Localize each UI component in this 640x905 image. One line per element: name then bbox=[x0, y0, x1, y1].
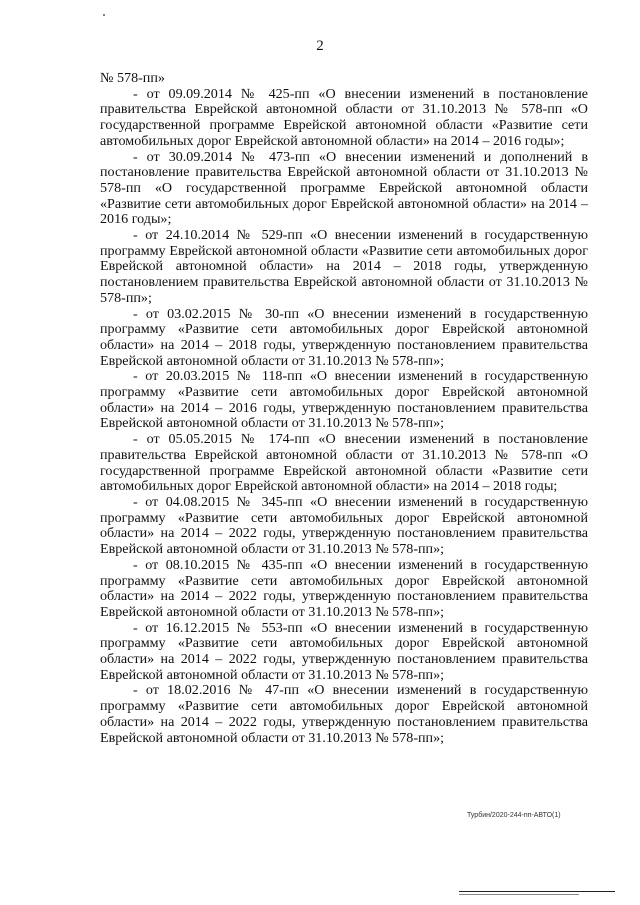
list-item-8: - от 08.10.2015 № 435-пп «О внесении изменений в государственную программу «Развитие сети автомобильных дорог Еврейской автономной области» на 2014 – 2022 годы, утвержденную постановлением правительства Еврейской автономной области от 31.10.2013 № 578-пп»; bbox=[100, 556, 588, 620]
list-item-3: - от 24.10.2014 № 529-пп «О внесении изменений в государственную программу Еврейской автономной области «Развитие сети автомобильных дорог Еврейской автономной области» на 2014 – 2018 годы, утвержденную постановлением правительства Еврейской автономной области от 31.10.2013 № 578-пп»; bbox=[100, 227, 588, 306]
scan-speck bbox=[103, 14, 105, 16]
page-number: 2 bbox=[316, 38, 324, 54]
list-item-7: - от 04.08.2015 № 345-пп «О внесении изменений в государственную программу «Развитие сети автомобильных дорог Еврейской автономной области» на 2014 – 2022 годы, утвержденную постановлением правительства Еврейской автономной области от 31.10.2013 № 578-пп»; bbox=[100, 493, 588, 558]
bottom-divider bbox=[459, 891, 615, 892]
document-body bbox=[100, 71, 588, 746]
list-item-5: - от 20.03.2015 № 118-пп «О внесении изменений в государственную программу «Развитие сети автомобильных дорог Еврейской автономной области» на 2014 – 2016 годы, утвержденную постановлением правительства Еврейской автономной области от 31.10.2013 № 578-пп»; bbox=[100, 368, 588, 432]
list-item-2: - от 30.09.2014 № 473-пп «О внесении изменений и дополнений в постановление правительства Еврейской автономной области от 31.10.2013 № 578-пп «О государственной программе Еврейской автономной области «Развитие сети автомобильных дорог Еврейской автономной области» на 2014 – 2016 годы»; bbox=[100, 148, 588, 228]
list-item-10: - от 18.02.2016 № 47-пп «О внесении изменений в государственную программу «Развитие сети автомобильных дорог Еврейской автономной области» на 2014 – 2022 годы, утвержденную постановлением правительства Еврейской автономной области от 31.10.2013 № 578-пп»; bbox=[100, 682, 588, 746]
list-item-1: - от 09.09.2014 № 425-пп «О внесении изменений в постановление правительства Еврейской автономной области от 31.10.2013 № 578-пп «О государственной программе Еврейской автономной области «Развитие сети автомобильных дорог Еврейской автономной области» на 2014 – 2016 годы»; bbox=[100, 85, 588, 149]
list-item-6: - от 05.05.2015 № 174-пп «О внесении изменений в постановление правительства Еврейской автономной области от 31.10.2013 № 578-пп «О государственной программе Еврейской автономной области «Развитие сети автомобильных дорог Еврейской автономной области» на 2014 – 2018 годы; bbox=[100, 431, 588, 495]
list-item-9: - от 16.12.2015 № 553-пп «О внесении изменений в государственную программу «Развитие сети автомобильных дорог Еврейской автономной области» на 2014 – 2022 годы, утвержденную постановлением правительства Еврейской автономной области от 31.10.2013 № 578-пп»; bbox=[100, 619, 588, 683]
continuation-line: № 578-пп» bbox=[100, 70, 165, 86]
list-item-4: - от 03.02.2015 № 30-пп «О внесении изменений в государственную программу «Развитие сети автомобильных дорог Еврейской автономной области» на 2014 – 2018 годы, утвержденную постановлением правительства Еврейской автономной области от 31.10.2013 № 578-пп»; bbox=[100, 305, 588, 369]
footer-document-code: Турбин/2020-244-пп-АВТО(1) bbox=[467, 812, 561, 819]
